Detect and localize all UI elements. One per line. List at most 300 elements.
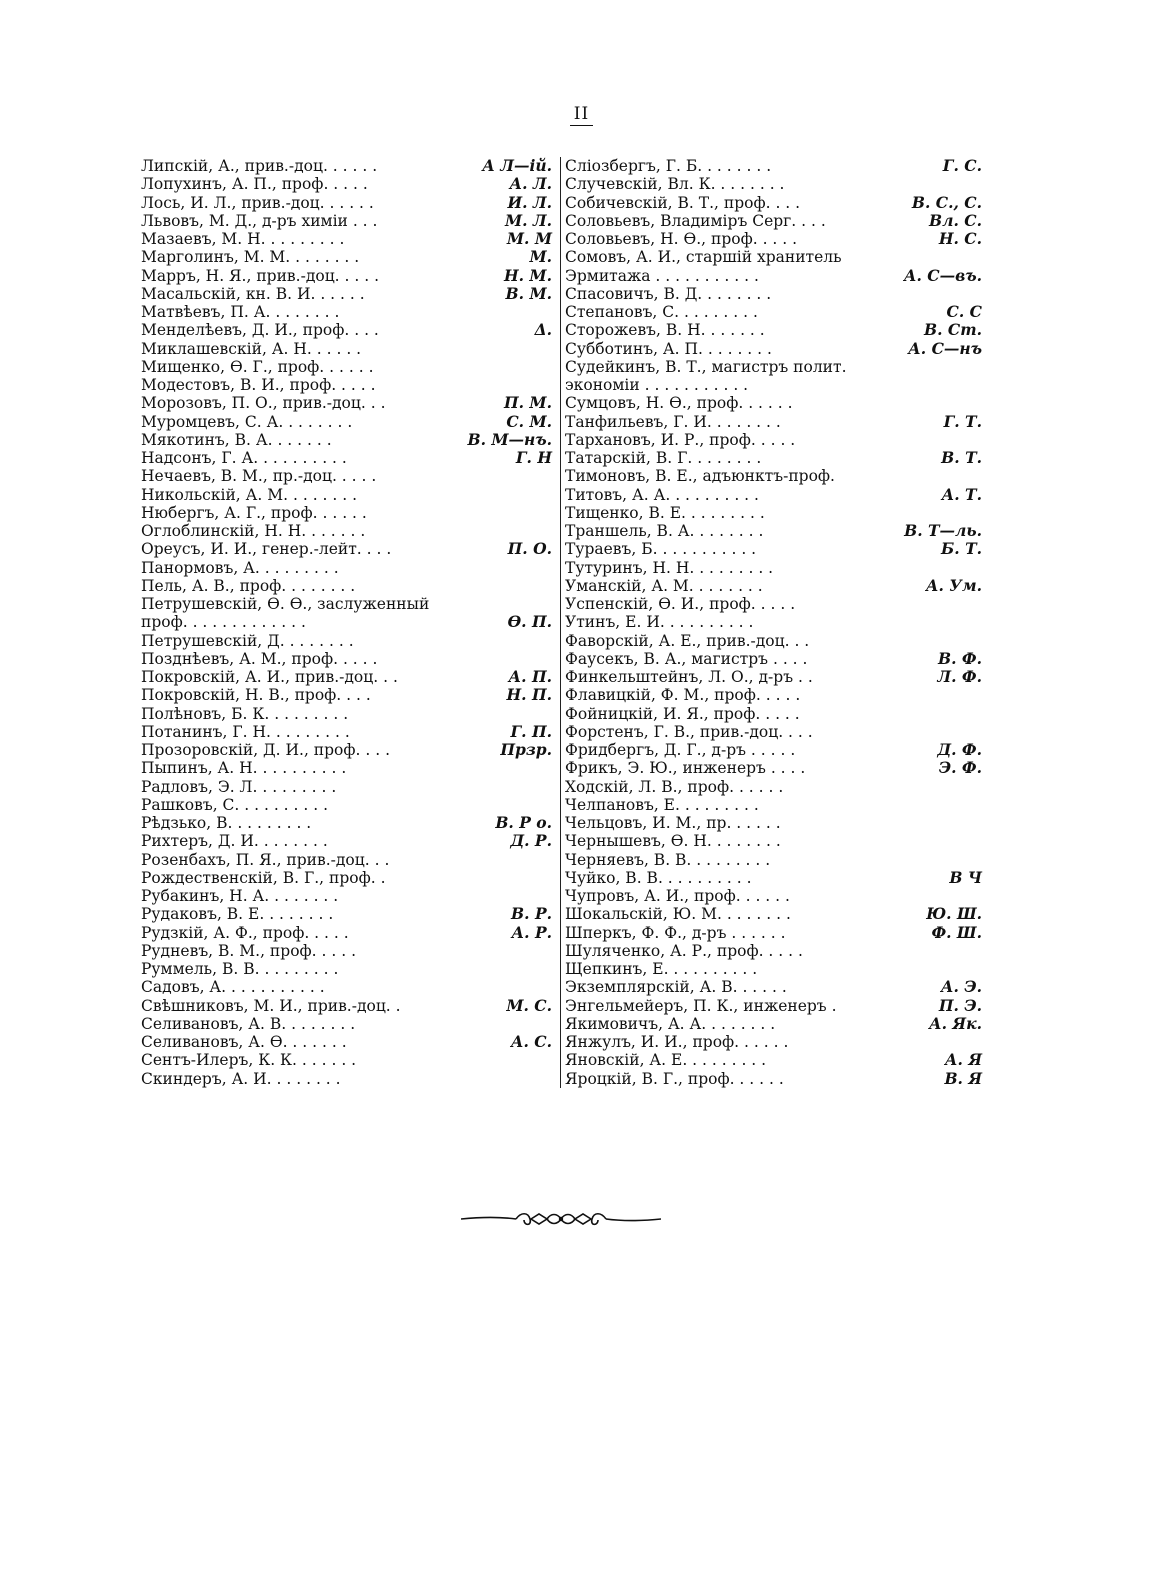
entry-name: Траншель, В. А. . . . . . . . [565, 522, 764, 540]
entry-name: Мищенко, Ѳ. Г., проф. . . . . . [141, 357, 374, 376]
entry-row [141, 997, 552, 1015]
entry-row [565, 686, 982, 704]
entry-name: Фридбергъ, Д. Г., д-ръ . . . . . [565, 741, 796, 759]
entry-signature: Б. Т. [941, 539, 982, 559]
entry-row [565, 504, 982, 522]
entry-name: Сліозбергъ, Г. Б. . . . . . . . [565, 157, 772, 175]
entry-name: Масальскій, кн. В. И. . . . . . [141, 284, 365, 303]
entry-signature: С. С [946, 302, 982, 321]
entry-signature: П. Э. [938, 995, 982, 1015]
entry-name: Сторожевъ, В. Н. . . . . . . [565, 321, 765, 340]
entry-signature [548, 595, 552, 613]
entry-name: Татарскій, В. Г. . . . . . . . [565, 449, 762, 467]
entry-signature: В. М—нъ. [467, 429, 552, 449]
entry-signature [548, 705, 552, 723]
entry-signature [978, 613, 982, 631]
entry-row [141, 358, 552, 376]
entry-row [565, 814, 982, 832]
entry-signature [548, 376, 552, 394]
entry-row [141, 942, 552, 960]
entry-name: Сомовъ, А. И., старшій хранитель [565, 248, 842, 267]
entry-row [565, 942, 982, 960]
entry-signature [548, 577, 552, 595]
entry-signature [978, 723, 982, 741]
entry-row [565, 522, 982, 540]
entry-signature: Г. Н [515, 448, 552, 467]
entry-name: Покровскій, А. И., прив.-доц. . . [141, 668, 398, 686]
entry-signature: А. Ум. [925, 575, 982, 595]
entry-row [565, 540, 982, 558]
entry-name: проф. . . . . . . . . . . . . [141, 613, 306, 632]
entry-row [141, 832, 552, 850]
entry-name: Судейкинъ, В. Т., магистръ полит. [565, 357, 847, 376]
entry-row [141, 559, 552, 577]
entry-row [565, 376, 982, 394]
entry-row [141, 504, 552, 522]
entry-name: Никольскій, А. М. . . . . . . . [141, 485, 358, 504]
ornament-divider [461, 1209, 661, 1229]
entry-row [141, 230, 552, 248]
entry-row [141, 194, 552, 212]
entry-name: Тимоновъ, В. Е., адъюнктъ-проф. [565, 467, 835, 486]
entry-row [141, 1033, 552, 1051]
entry-name: Чупровъ, А. И., проф. . . . . . [565, 887, 790, 905]
entry-name: Руммель, В. В. . . . . . . . . [141, 960, 339, 978]
entry-signature: А Л—ій. [482, 156, 552, 175]
entry-row [565, 577, 982, 595]
entry-signature: В. Р о. [495, 813, 552, 832]
entry-name: Щепкинъ, Е. . . . . . . . . . [565, 960, 758, 978]
entry-name: Рудневъ, В. М., проф. . . . . [141, 941, 356, 960]
entry-row [565, 796, 982, 814]
entry-name: Спасовичъ, В. Д. . . . . . . . [565, 284, 772, 303]
entry-signature [548, 869, 552, 887]
entry-row [565, 175, 982, 193]
entry-name: Фаворскій, А. Е., прив.-доц. . . [565, 631, 810, 650]
entry-row [565, 978, 982, 996]
entry-signature: А. Л. [509, 174, 552, 194]
entry-name: Садовъ, А. . . . . . . . . . . [141, 978, 325, 997]
entry-name: Лось, И. Л., прив.-доц. . . . . . [141, 193, 374, 212]
entry-signature: С. М. [506, 411, 552, 431]
entry-name: Случевскій, Вл. К. . . . . . . . [565, 175, 785, 194]
entry-row [141, 376, 552, 394]
entry-row [565, 1033, 982, 1051]
entry-row [565, 486, 982, 504]
entry-name: Муромцевъ, С. А. . . . . . . . [141, 412, 353, 431]
entry-signature: А. Як. [929, 1013, 982, 1033]
entry-name: Надсонъ, Г. А. . . . . . . . . . [141, 449, 347, 467]
entry-row [565, 267, 982, 285]
entry-row [565, 1051, 982, 1069]
entry-row [141, 869, 552, 887]
entry-row [565, 887, 982, 905]
entry-name: Пель, А. В., проф. . . . . . . . [141, 576, 356, 595]
entry-signature [548, 650, 552, 668]
entry-row [565, 705, 982, 723]
entry-name: Ходскій, Л. В., проф. . . . . . [565, 777, 784, 796]
entry-signature [548, 358, 552, 376]
entry-row [141, 924, 552, 942]
entry-name: Шокальскій, Ю. М. . . . . . . . [565, 905, 791, 924]
entry-signature: Г. П. [510, 721, 552, 741]
entry-name: Петрушевскій, Д. . . . . . . . [141, 631, 354, 650]
entry-signature [978, 814, 982, 832]
entry-name: Нюбергъ, А. Г., проф. . . . . . [141, 503, 367, 522]
entry-name: Скиндеръ, А. И. . . . . . . . [141, 1069, 341, 1088]
entry-signature: А. С—въ. [903, 265, 982, 285]
entry-row [565, 394, 982, 412]
entry-signature: В. Т. [941, 448, 982, 467]
entry-row [565, 613, 982, 631]
entry-name: Собичевскій, В. Т., проф. . . . [565, 193, 801, 212]
entry-name: Лопухинъ, А. П., проф. . . . . [141, 175, 368, 194]
entry-name: Модестовъ, В. И., проф. . . . . [141, 376, 376, 394]
entry-name: Рѣдзько, В. . . . . . . . . [141, 814, 312, 832]
entry-row [141, 212, 552, 230]
entry-row [141, 668, 552, 686]
entry-signature: Прзр. [500, 740, 552, 759]
entry-row [141, 413, 552, 431]
entry-name: Ярoцкій, В. Г., проф. . . . . . [565, 1069, 784, 1088]
entry-signature: Э. Ф. [938, 758, 982, 778]
entry-row [565, 960, 982, 978]
entry-row [141, 595, 552, 613]
entry-row [141, 887, 552, 905]
right-column [560, 157, 982, 1088]
entry-signature [978, 686, 982, 704]
entry-signature [548, 522, 552, 540]
entry-name: Панормовъ, А. . . . . . . . . [141, 558, 339, 577]
entry-name: Чельцовъ, И. М., пр. . . . . . [565, 814, 781, 832]
entry-signature [978, 358, 982, 376]
entry-name: Прозоровскій, Д. И., проф. . . . [141, 741, 391, 759]
entry-signature: В Ч [949, 867, 982, 887]
entry-signature [548, 467, 552, 485]
entry-name: экономіи . . . . . . . . . . . [565, 376, 749, 394]
entry-signature: М. Л. [504, 210, 552, 230]
entry-signature: В. М. [505, 283, 552, 303]
entry-row [565, 340, 982, 358]
entry-row [565, 650, 982, 668]
entry-signature: А. Т. [941, 484, 982, 504]
entry-signature [548, 887, 552, 905]
entry-signature: А. П. [508, 667, 552, 686]
entry-signature: А. Р. [511, 922, 552, 942]
entry-row [565, 723, 982, 741]
entry-name: Тутуринъ, Н. Н. . . . . . . . . [565, 558, 774, 577]
entry-row [141, 778, 552, 796]
entry-signature [978, 248, 982, 266]
entry-name: Успенскій, Ѳ. И., проф. . . . . [565, 595, 796, 613]
entry-row [141, 321, 552, 339]
entry-signature [548, 1070, 552, 1088]
entry-signature: Ѳ. П. [507, 612, 552, 632]
entry-row [565, 157, 982, 175]
entry-signature: В. Т—ль. [904, 521, 982, 540]
entry-name: Рудаковъ, В. Е. . . . . . . . [141, 905, 334, 924]
entry-row [565, 905, 982, 923]
entry-row [141, 340, 552, 358]
entry-signature [978, 1033, 982, 1051]
entry-name: Утинъ, Е. И. . . . . . . . . . [565, 613, 754, 632]
entry-name: Рихтеръ, Д. И. . . . . . . . [141, 832, 328, 851]
entry-name: Челпановъ, Е. . . . . . . . . [565, 795, 759, 814]
entry-signature [978, 942, 982, 960]
entry-name: Субботинъ, А. П. . . . . . . . [565, 339, 772, 358]
entry-signature [978, 467, 982, 485]
entry-row [141, 741, 552, 759]
entry-row [565, 832, 982, 850]
entry-name: Энгельмейеръ, П. К., инженеръ . [565, 996, 837, 1015]
entry-row [565, 851, 982, 869]
entry-signature: Δ. [534, 320, 552, 340]
entry-name: Степановъ, С. . . . . . . . . [565, 303, 758, 321]
entry-row [565, 358, 982, 376]
entry-name: Оглоблинскій, Н. Н. . . . . . . [141, 522, 366, 540]
entry-signature [978, 595, 982, 613]
entry-row [141, 796, 552, 814]
entry-signature: Г. Т. [943, 411, 982, 431]
entry-row [141, 467, 552, 485]
entry-signature [548, 960, 552, 978]
entry-name: Титовъ, А. А. . . . . . . . . . [565, 485, 759, 504]
entry-signature [978, 960, 982, 978]
entry-signature [978, 504, 982, 522]
entry-signature: Ф. Ш. [931, 922, 982, 942]
entry-signature [548, 978, 552, 996]
entry-signature [978, 632, 982, 650]
entry-signature: Ю. Ш. [926, 904, 982, 924]
entry-name: Ореусъ, И. И., генер.-лейт. . . . [141, 540, 392, 559]
entry-signature: П. М. [504, 393, 552, 413]
entry-name: Чернышевъ, Ѳ. Н. . . . . . . . [565, 832, 781, 851]
entry-name: Шперкъ, Ф. Ф., д-ръ . . . . . . [565, 923, 786, 942]
entry-name: Покровскій, Н. В., проф. . . . [141, 686, 371, 705]
entry-name: Финкельштейнъ, Л. О., д-ръ . . [565, 668, 813, 686]
entry-signature: А. С. [510, 1032, 552, 1051]
entry-signature: Н. С. [938, 229, 982, 248]
entry-name: Матвѣевъ, П. А. . . . . . . . [141, 303, 340, 321]
entry-signature: Л. Ф. [937, 667, 982, 686]
entry-row [141, 613, 552, 631]
entry-name: Сентъ-Илеръ, К. К. . . . . . . [141, 1051, 357, 1070]
entry-name: Полѣновъ, Б. К. . . . . . . . . [141, 704, 349, 723]
entry-name: Якимовичъ, А. А. . . . . . . . [565, 1014, 776, 1033]
entry-name: Селивановъ, А. Ѳ. . . . . . . [141, 1033, 347, 1051]
entry-row [565, 413, 982, 431]
entry-signature: Г. С. [942, 156, 982, 175]
entry-row [565, 467, 982, 485]
entry-name: Рубакинъ, Н. А. . . . . . . . [141, 887, 339, 905]
left-column [141, 157, 552, 1088]
entry-row [141, 650, 552, 668]
entry-signature: Н. М. [504, 265, 552, 285]
entry-name: Липскій, А., прив.-доц. . . . . . [141, 157, 378, 175]
entry-row [141, 157, 552, 175]
entry-name: Фаусекъ, В. А., магистръ . . . . [565, 649, 808, 668]
entry-signature [548, 851, 552, 869]
entry-signature: В. С., С. [911, 192, 982, 212]
entry-row [141, 814, 552, 832]
entry-name: Пыпинъ, А. Н. . . . . . . . . . [141, 759, 347, 778]
entry-signature: М. С. [506, 995, 552, 1015]
entry-name: Экземплярскій, А. В. . . . . . [565, 978, 787, 997]
entry-name: Рудзкій, А. Ф., проф. . . . . [141, 923, 349, 942]
entry-name: Львовъ, М. Д., д-ръ химіи . . . [141, 211, 378, 230]
entry-name: Петрушевскій, Ѳ. Ѳ., заслуженный [141, 595, 430, 613]
entry-signature [978, 559, 982, 577]
entry-signature: А. Э. [940, 977, 982, 997]
entry-row [565, 778, 982, 796]
entry-signature: В. Я [944, 1068, 982, 1088]
entry-row [141, 248, 552, 266]
entry-row [141, 723, 552, 741]
entry-row [141, 303, 552, 321]
entry-row [141, 394, 552, 412]
entry-signature [978, 394, 982, 412]
entry-row [565, 230, 982, 248]
entry-row [141, 851, 552, 869]
entry-row [565, 212, 982, 230]
entry-row [565, 1015, 982, 1033]
page-number: II [0, 104, 1163, 126]
entry-row [565, 668, 982, 686]
entry-signature [548, 942, 552, 960]
entry-name: Марръ, Н. Я., прив.-доц. . . . . [141, 266, 380, 285]
entry-name: Нечаевъ, В. М., пр.-доц. . . . . [141, 467, 377, 486]
entry-signature: А. Я [944, 1050, 982, 1070]
entry-name: Мазаевъ, М. Н. . . . . . . . . [141, 230, 345, 248]
entry-name: Янжулъ, И. И., проф. . . . . . [565, 1033, 789, 1051]
entry-row [141, 905, 552, 923]
entry-name: Шуляченко, А. Р., проф. . . . . [565, 941, 803, 960]
entry-signature [978, 887, 982, 905]
entry-name: Потанинъ, Г. Н. . . . . . . . . [141, 722, 350, 741]
entry-signature [548, 559, 552, 577]
entry-row [141, 540, 552, 558]
entry-signature [548, 303, 552, 321]
entry-row [141, 1051, 552, 1069]
entry-signature [548, 1015, 552, 1033]
entry-signature: И. Л. [507, 192, 552, 212]
entry-row [565, 595, 982, 613]
entry-row [141, 577, 552, 595]
entry-signature [978, 175, 982, 193]
entry-name: Морозовъ, П. О., прив.-доц. . . [141, 394, 386, 413]
entry-signature: Вл. С. [929, 210, 982, 230]
entry-name: Рождественскій, В. Г., проф. . [141, 868, 386, 887]
entry-row [565, 194, 982, 212]
entry-row [565, 303, 982, 321]
entry-row [141, 522, 552, 540]
entry-name: Тархановъ, И. Р., проф. . . . . [565, 430, 796, 449]
entry-row [141, 486, 552, 504]
entry-row [141, 759, 552, 777]
entry-name: Соловьевъ, Владиміръ Серг. . . . [565, 211, 826, 230]
entry-signature: Н. П. [506, 685, 552, 705]
entry-name: Тищенко, В. Е. . . . . . . . . [565, 503, 765, 522]
entry-signature: В. Ф. [938, 648, 982, 668]
entry-row [141, 960, 552, 978]
entry-signature [978, 431, 982, 449]
entry-name: Чуйко, В. В. . . . . . . . . . [565, 868, 752, 887]
entry-name: Сумцовъ, Н. Ѳ., проф. . . . . . [565, 394, 793, 413]
entry-name: Соловьевъ, Н. Ѳ., проф. . . . . [565, 230, 798, 248]
entry-row [141, 1015, 552, 1033]
entry-signature [548, 486, 552, 504]
entry-signature: В. Ст. [923, 320, 982, 340]
entry-row [565, 924, 982, 942]
entry-name: Радловъ, Э. Л. . . . . . . . . [141, 777, 337, 796]
entry-signature: Д. Р. [510, 831, 552, 851]
entry-name: Яновскій, А. Е. . . . . . . . . [565, 1051, 767, 1070]
entry-row [141, 686, 552, 704]
entry-row [565, 759, 982, 777]
entry-signature: П. О. [507, 539, 552, 559]
entry-row [141, 1070, 552, 1088]
entry-name: Уманскій, А. М. . . . . . . . [565, 576, 763, 595]
entry-signature [978, 851, 982, 869]
entry-name: Рашковъ, С. . . . . . . . . . [141, 795, 329, 814]
entry-name: Флавицкій, Ф. М., проф. . . . . [565, 686, 801, 705]
entry-row [141, 449, 552, 467]
entry-signature [978, 376, 982, 394]
entry-row [141, 705, 552, 723]
entry-row [565, 449, 982, 467]
entry-name: Селивановъ, А. В. . . . . . . . [141, 1014, 356, 1033]
entry-row [141, 431, 552, 449]
entry-signature: Д. Ф. [937, 740, 982, 759]
entry-row [565, 741, 982, 759]
entry-signature [548, 632, 552, 650]
entry-name: Черняевъ, В. В. . . . . . . . . [565, 850, 771, 869]
entry-signature: А. С—нъ [908, 338, 982, 358]
entry-signature [978, 796, 982, 814]
entry-name: Позднѣевъ, А. М., проф. . . . . [141, 649, 378, 668]
entry-name: Розенбахъ, П. Я., прив.-доц. . . [141, 850, 390, 869]
entry-row [565, 321, 982, 339]
entry-signature [978, 705, 982, 723]
entry-name: Фойницкій, И. Я., проф. . . . . [565, 704, 800, 723]
entry-row [141, 267, 552, 285]
entry-signature [548, 778, 552, 796]
entry-name: Танфильевъ, Г. И. . . . . . . . [565, 412, 781, 431]
entry-name: Марголинъ, М. М. . . . . . . . [141, 248, 360, 267]
entry-signature: М. [529, 247, 552, 267]
entry-signature [548, 796, 552, 814]
entry-signature [548, 1051, 552, 1069]
entry-row [565, 997, 982, 1015]
entry-name: Менделѣевъ, Д. И., проф. . . . [141, 321, 379, 340]
entry-signature [548, 759, 552, 777]
entry-row [565, 248, 982, 266]
entry-signature [978, 832, 982, 850]
entry-row [141, 632, 552, 650]
entry-signature [548, 504, 552, 522]
entry-name: Эрмитажа . . . . . . . . . . . [565, 266, 759, 285]
entry-name: Миклашевскій, А. Н. . . . . . [141, 339, 362, 358]
entry-row [141, 175, 552, 193]
entry-row [141, 285, 552, 303]
entry-name: Тураевъ, Б. . . . . . . . . . . [565, 540, 757, 559]
entry-row [565, 632, 982, 650]
entry-signature: В. Р. [511, 904, 552, 924]
entry-row [565, 285, 982, 303]
entry-name: Мякотинъ, В. А. . . . . . . [141, 430, 332, 449]
entry-name: Форстенъ, Г. В., прив.-доц. . . . [565, 722, 813, 741]
entry-signature [978, 285, 982, 303]
